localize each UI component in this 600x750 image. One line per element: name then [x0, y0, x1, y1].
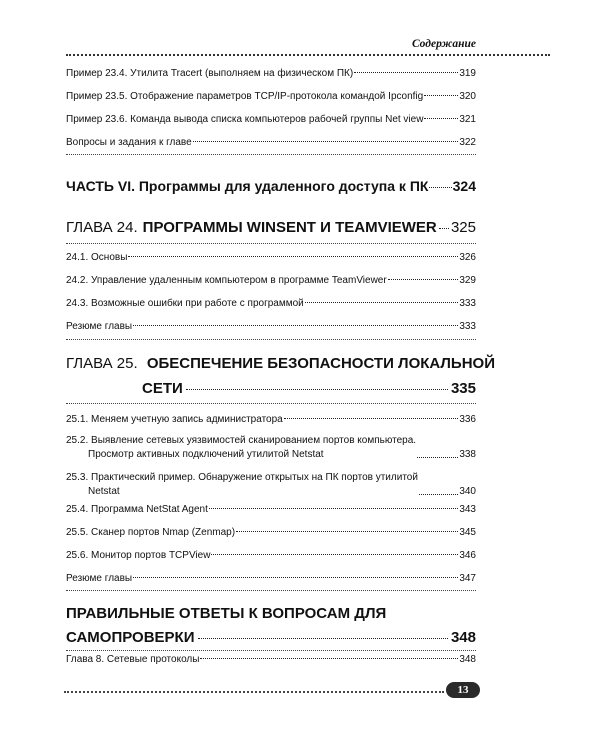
- toc-entry-page: 345: [459, 527, 476, 538]
- dotted-separator: [66, 590, 476, 591]
- answers-title-line2: САМОПРОВЕРКИ: [66, 629, 195, 646]
- toc-entry-title: [66, 471, 418, 499]
- answers-title-line1: ПРАВИЛЬНЫЕ ОТВЕТЫ К ВОПРОСАМ ДЛЯ: [66, 605, 387, 622]
- dot-leader: [209, 508, 458, 509]
- dot-leader: [133, 577, 458, 578]
- dot-leader: [424, 118, 458, 119]
- toc-entry-title: Вопросы и задания к главе: [66, 137, 192, 148]
- dot-leader: [200, 658, 458, 659]
- toc-entry-title: 24.1. Основы: [66, 252, 128, 263]
- toc-entry-page: 346: [459, 550, 476, 561]
- toc-chapter-25-title[interactable]: [66, 355, 495, 372]
- toc-entry-page: 329: [459, 275, 476, 286]
- running-head-title: Содержание: [411, 38, 476, 50]
- toc-entry-page: 348: [459, 654, 476, 665]
- toc-entry-title: Глава 8. Сетевые протоколы: [66, 654, 200, 665]
- toc-entry-page: 347: [459, 573, 476, 584]
- chapter-title-line2: СЕТИ: [142, 380, 183, 397]
- toc-entry-page: 319: [459, 68, 476, 79]
- header-dotted-rule: [66, 54, 550, 56]
- toc-entry-25-2[interactable]: [66, 434, 476, 462]
- toc-chapter-25[interactable]: [66, 380, 476, 397]
- dot-leader: [419, 494, 458, 495]
- dotted-separator: [66, 403, 476, 404]
- toc-entry-page: 326: [459, 252, 476, 263]
- toc-entry-page: 333: [459, 298, 476, 309]
- toc-entry-title: Пример 23.6. Команда вывода списка компьютеров рабочей группы Net view: [66, 114, 424, 125]
- toc-entry-24-2[interactable]: [66, 274, 476, 288]
- dotted-separator: [66, 650, 476, 651]
- toc-answers-title[interactable]: [66, 605, 476, 622]
- toc-entry-23-4[interactable]: [66, 67, 476, 81]
- toc-entry-page: 340: [459, 486, 476, 497]
- chapter-page: 325: [450, 219, 476, 236]
- toc-entry-title: 24.3. Возможные ошибки при работе с программой: [66, 298, 304, 309]
- toc-entry-title: 25.1. Меняем учетную запись администратора: [66, 414, 283, 425]
- toc-entry-page: 320: [459, 91, 476, 102]
- toc-entry-25-6[interactable]: [66, 549, 476, 563]
- toc-entry-25-4[interactable]: [66, 503, 476, 517]
- toc-entry-questions-23[interactable]: [66, 136, 476, 150]
- dot-leader: [284, 418, 459, 419]
- toc-entry-title-line2: Netstat: [88, 486, 120, 497]
- toc-entry-title: [66, 434, 416, 462]
- toc-part-6[interactable]: [66, 178, 476, 194]
- toc-entry-title-line1: 25.2. Выявление сетевых уязвимостей сканированием портов компьютера.: [66, 435, 417, 446]
- toc-answers[interactable]: [66, 629, 476, 646]
- toc-entry-24-1[interactable]: [66, 251, 476, 265]
- toc-entry-title-line1: 25.3. Практический пример. Обнаружение открытых на ПК портов утилитой: [66, 472, 418, 483]
- toc-entry-title: Резюме главы: [66, 573, 133, 584]
- dot-leader: [198, 638, 448, 639]
- toc-entry-answers-ch8[interactable]: [66, 653, 476, 667]
- dot-leader: [193, 141, 459, 142]
- dot-leader: [211, 554, 458, 555]
- toc-entry-page: 333: [459, 321, 476, 332]
- toc-entry-23-5[interactable]: [66, 90, 476, 104]
- dot-leader: [424, 95, 458, 96]
- toc-entry-page: 343: [459, 504, 476, 515]
- dot-leader: [236, 531, 458, 532]
- toc-entry-25-1[interactable]: [66, 413, 476, 427]
- chapter-title-line1: ОБЕСПЕЧЕНИЕ БЕЗОПАСНОСТИ ЛОКАЛЬНОЙ: [146, 355, 495, 372]
- footer-dotted-rule: [64, 691, 444, 693]
- toc-entry-24-3[interactable]: [66, 297, 476, 311]
- dot-leader: [388, 279, 459, 280]
- dot-leader: [354, 72, 458, 73]
- dot-leader: [128, 256, 458, 257]
- toc-entry-title: 24.2. Управление удаленным компьютером в программе TeamViewer: [66, 275, 387, 286]
- toc-entry-23-6[interactable]: [66, 113, 476, 127]
- chapter-page: 335: [450, 380, 476, 397]
- toc-entry-title-line2: Просмотр активных подключений утилитой Netstat: [88, 449, 324, 460]
- toc-entry-title: Пример 23.5. Отображение параметров TCP/IP-протокола командой Ipconfig: [66, 91, 424, 102]
- part-page: 324: [452, 178, 476, 194]
- dotted-separator: [66, 339, 476, 340]
- part-title: ЧАСТЬ VI. Программы для удаленного доступа к ПК: [66, 178, 429, 194]
- toc-entry-title: 25.6. Монитор портов TCPView: [66, 550, 211, 561]
- toc-entry-25-3[interactable]: [66, 471, 476, 499]
- toc-entry-page: 322: [459, 137, 476, 148]
- chapter-prefix: ГЛАВА 24.: [66, 219, 138, 236]
- toc-entry-summary-24[interactable]: [66, 320, 476, 334]
- toc-entry-title: 25.4. Программа NetStat Agent: [66, 504, 208, 515]
- dot-leader: [429, 187, 451, 188]
- toc-chapter-24[interactable]: [66, 219, 476, 236]
- toc-entry-25-5[interactable]: [66, 526, 476, 540]
- answers-page: 348: [450, 629, 476, 646]
- chapter-title: ПРОГРАММЫ WINSENT И TEAMVIEWER: [142, 219, 437, 236]
- toc-entry-title: Резюме главы: [66, 321, 133, 332]
- page-number-badge: 13: [446, 682, 480, 698]
- dot-leader: [186, 389, 448, 390]
- dotted-separator: [66, 243, 476, 244]
- dot-leader: [305, 302, 459, 303]
- dot-leader: [417, 457, 458, 458]
- dot-leader: [439, 228, 449, 229]
- dot-leader: [133, 325, 458, 326]
- toc-entry-page: 336: [459, 414, 476, 425]
- toc-entry-page: 338: [459, 449, 476, 460]
- toc-entry-summary-25[interactable]: [66, 572, 476, 586]
- dotted-separator: [66, 154, 476, 155]
- chapter-prefix: ГЛАВА 25.: [66, 355, 138, 372]
- toc-entry-title: 25.5. Сканер портов Nmap (Zenmap): [66, 527, 236, 538]
- toc-entry-title: Пример 23.4. Утилита Tracert (выполняем на физическом ПК): [66, 68, 354, 79]
- toc-entry-page: 321: [459, 114, 476, 125]
